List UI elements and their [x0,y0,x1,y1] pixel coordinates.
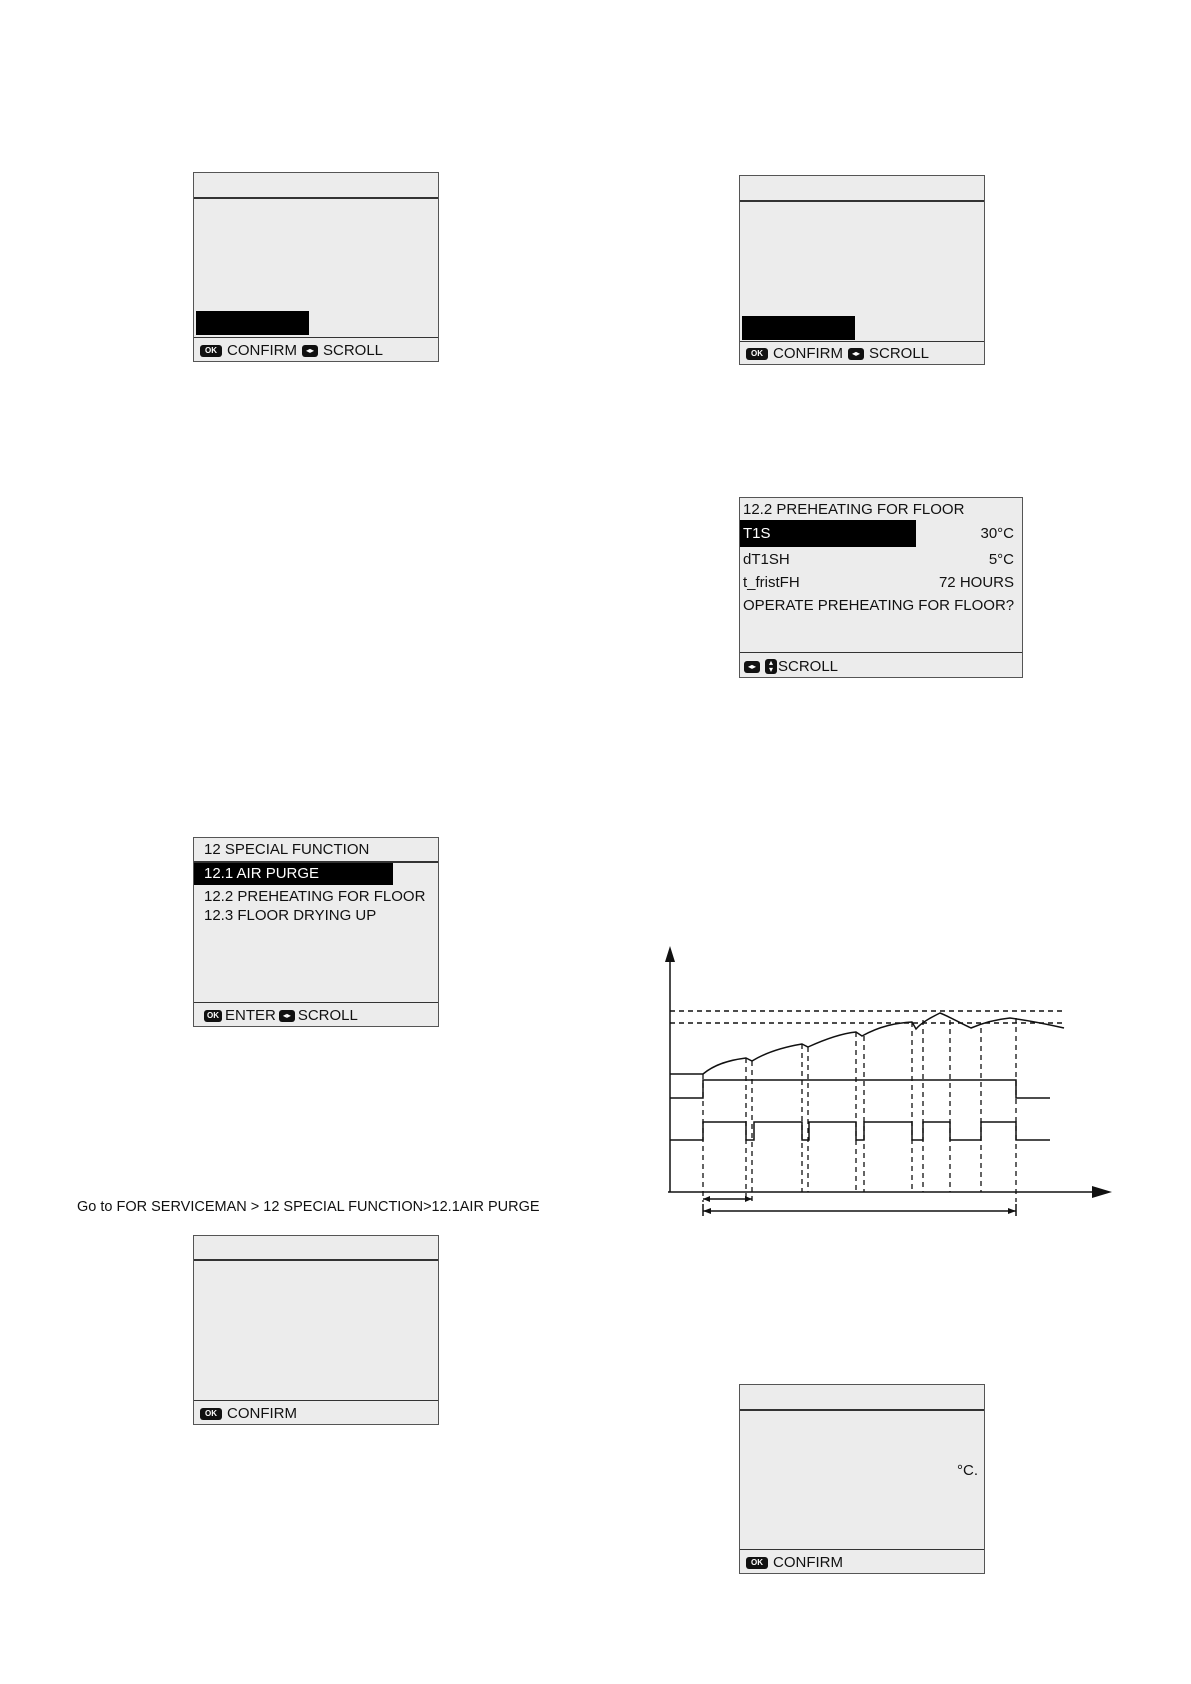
ok-key-icon: OK [200,345,222,357]
footer-divider [194,337,438,338]
scroll-label: SCROLL [778,658,839,675]
temperature-curve [670,1013,1064,1074]
scroll-label: SCROLL [869,345,930,362]
confirm-label: CONFIRM [773,1554,843,1571]
navigation-caption: Go to FOR SERVICEMAN > 12 SPECIAL FUNCTION>12.1AIR PURGE [77,1199,540,1215]
preheating-timing-diagram [640,940,1120,1240]
lcd-screen-special-function [193,837,439,1027]
title-divider [194,197,438,199]
screen-title: 12 SPECIAL FUNCTION [204,841,370,858]
lcd-screen-preheating-floor [739,497,1023,678]
footer [204,1007,358,1024]
ok-key-icon: OK [204,1010,222,1022]
ok-key-icon: OK [746,348,768,360]
operate-question: OPERATE PREHEATING FOR FLOOR? [743,597,1015,614]
lcd-screen-confirm-1 [193,1235,439,1425]
footer-divider [740,1549,984,1550]
menu-item-preheating-floor[interactable]: 12.2 PREHEATING FOR FLOOR [204,888,426,905]
menu-item-floor-drying-up[interactable]: 12.3 FLOOR DRYING UP [204,907,377,924]
confirm-label: CONFIRM [227,1405,297,1422]
t1s-value: 30°C [980,525,1014,542]
time-markers [703,1018,1016,1202]
footer [746,345,929,362]
footer-divider [740,341,984,342]
lcd-screen-confirm-scroll-2 [739,175,985,365]
signal-1-waveform [670,1080,1050,1098]
temperature-unit: °C. [957,1462,978,1479]
menu-item-air-purge[interactable]: 12.1 AIR PURGE [194,863,393,885]
title-divider [740,200,984,202]
footer [200,1405,297,1422]
up-down-key-icon: ▴ ▾ [765,659,777,674]
y-axis-arrow [665,946,675,962]
left-right-key-icon: ◂▸ [302,345,318,357]
lcd-screen-confirm-2 [739,1384,985,1574]
footer-divider [194,1400,438,1401]
confirm-label: CONFIRM [227,342,297,359]
highlighted-row-t1s: T1S [740,520,916,547]
highlighted-item [196,311,309,335]
highlighted-item [742,316,855,340]
t-fristfh-value: 72 HOURS [938,574,1014,591]
left-right-key-icon: ◂▸ [744,661,760,673]
ok-key-icon: OK [200,1408,222,1420]
t-fristfh-label: t_fristFH [743,574,800,591]
footer-divider [194,1002,438,1003]
footer-divider [740,652,1022,653]
confirm-label: CONFIRM [773,345,843,362]
dt1sh-value: 5°C [988,551,1014,568]
left-right-key-icon: ◂▸ [848,348,864,360]
left-right-key-icon: ◂▸ [279,1010,295,1022]
x-axis-arrow [1092,1186,1112,1198]
footer [746,1554,843,1571]
signal-2-waveform [670,1122,1050,1140]
enter-label: ENTER [225,1007,276,1024]
screen-title: 12.2 PREHEATING FOR FLOOR [743,501,965,518]
scroll-label: SCROLL [323,342,384,359]
dt1sh-label: dT1SH [743,551,790,568]
title-divider [194,1259,438,1261]
scroll-label: SCROLL [297,1007,358,1024]
footer [744,658,838,675]
lcd-screen-confirm-scroll-1 [193,172,439,362]
ok-key-icon: OK [746,1557,768,1569]
title-divider [740,1409,984,1411]
footer [200,342,383,359]
